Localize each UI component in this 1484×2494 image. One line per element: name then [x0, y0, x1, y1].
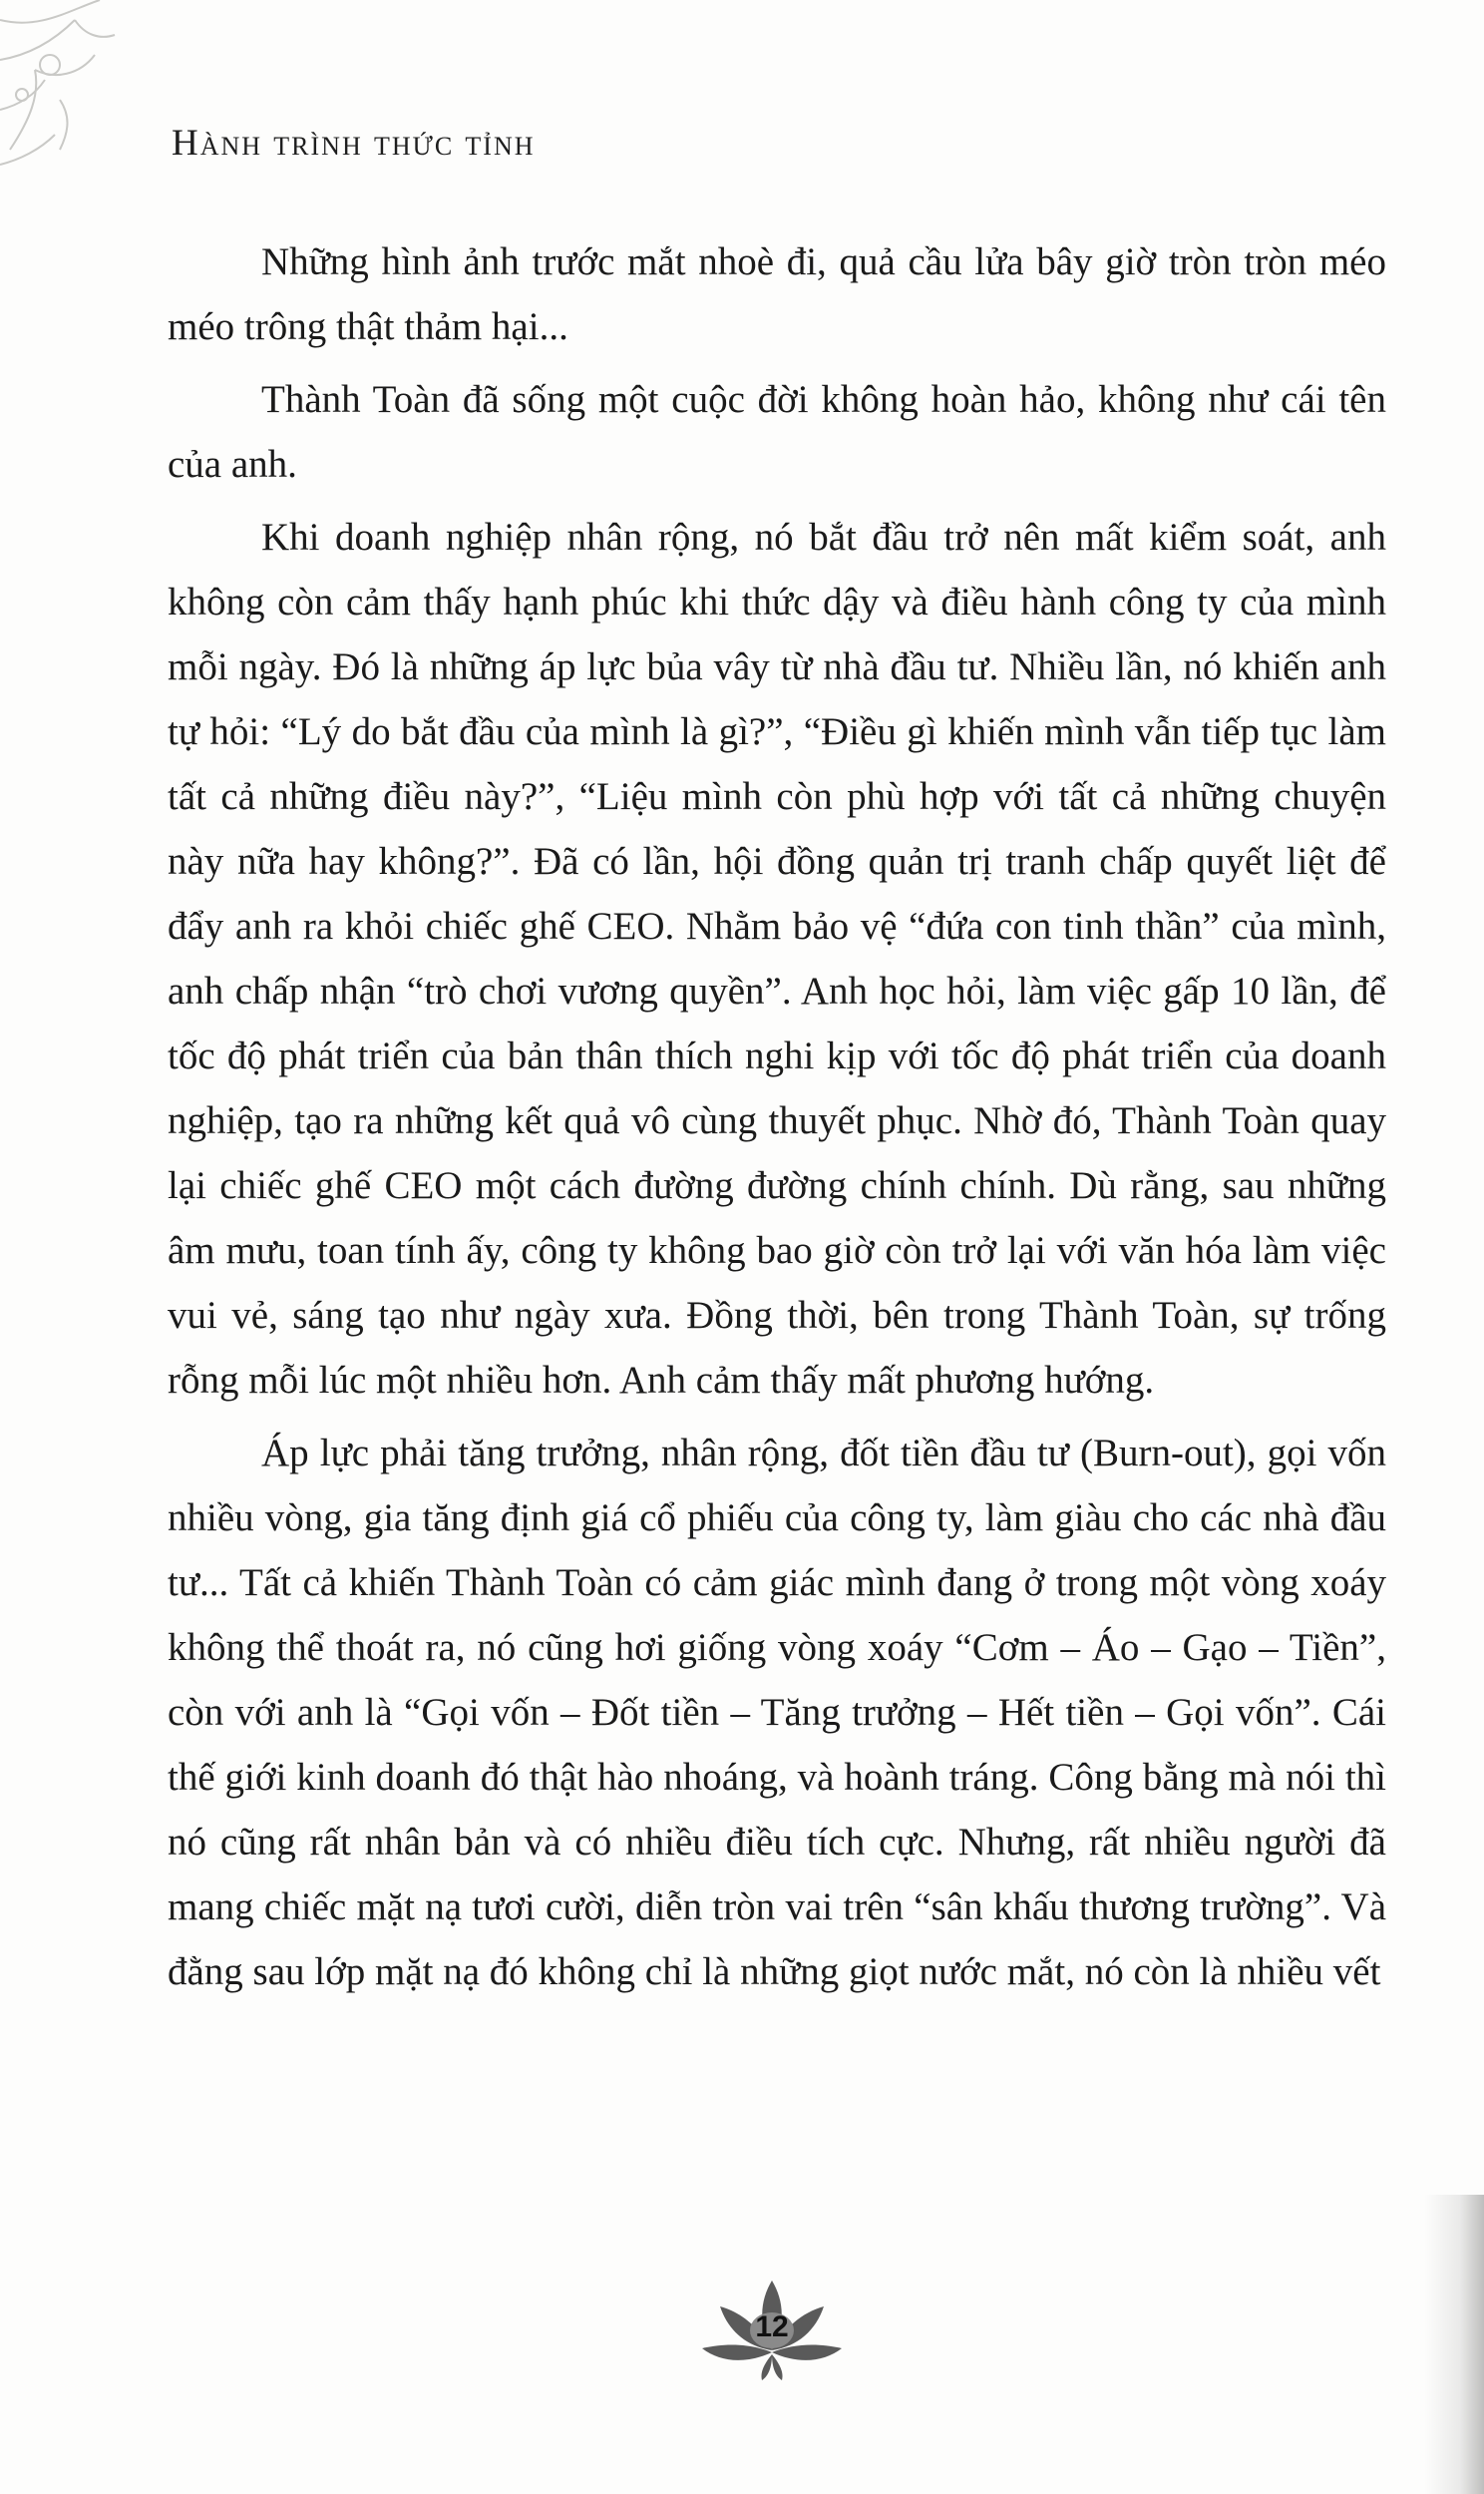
running-header: Hành trình thức tỉnh: [172, 123, 536, 164]
body-text: [168, 229, 1386, 2012]
page-edge-shadow: [1424, 2195, 1484, 2494]
paragraph: Những hình ảnh trước mắt nhoè đi, quả cầu lửa bây giờ tròn tròn méo méo trông thật thảm hại...: [168, 240, 1386, 348]
paragraph: Khi doanh nghiệp nhân rộng, nó bắt đầu trở nên mất kiểm soát, anh không còn cảm thấy hạnh phúc khi thức dậy và điều hành công ty của mình mỗi ngày. Đó là những áp lực bủa vây từ nhà đầu tư. Nhiều lần, nó khiến anh tự hỏi: “Lý do bắt đầu của mình là gì?”, “Điều gì khiến mình vẫn tiếp tục làm tất cả những điều này?”, “Liệu mình còn phù hợp với tất cả những chuyện này nữa hay không?”. Đã có lần, hội đồng quản trị tranh chấp quyết liệt để đẩy anh ra khỏi chiếc ghế CEO. Nhằm bảo vệ “đứa con tinh thần” của mình, anh chấp nhận “trò chơi vương quyền”. Anh học hỏi, làm việc gấp 10 lần, để tốc độ phát triển của bản thân thích nghi kịp với tốc độ phát triển của doanh nghiệp, tạo ra những kết quả vô cùng thuyết phục. Nhờ đó, Thành Toàn quay lại chiếc ghế CEO một cách đường đường chính chính. Dù rằng, sau những âm mưu, toan tính ấy, công ty không bao giờ còn trở lại với văn hóa làm việc vui vẻ, sáng tạo như ngày xưa. Đồng thời, bên trong Thành Toàn, sự trống rỗng mỗi lúc một nhiều hơn. Anh cảm thấy mất phương hướng.: [168, 516, 1386, 1402]
paragraph: Thành Toàn đã sống một cuộc đời không hoàn hảo, không như cái tên của anh.: [168, 378, 1386, 486]
paragraph: Áp lực phải tăng trưởng, nhân rộng, đốt tiền đầu tư (Burn-out), gọi vốn nhiều vòng, gia tăng định giá cổ phiếu của công ty, làm giàu cho các nhà đầu tư... Tất cả khiến Thành Toàn có cảm giác mình đang ở trong một vòng xoáy không thể thoát ra, nó cũng hơi giống vòng xoáy “Cơm – Áo – Gạo – Tiền”, còn với anh là “Gọi vốn – Đốt tiền – Tăng trưởng – Hết tiền – Gọi vốn”. Cái thế giới kinh doanh đó thật hào nhoáng, và hoành tráng. Công bằng mà nói thì nó cũng rất nhân bản và có nhiều điều tích cực. Nhưng, rất nhiều người đã mang chiếc mặt nạ tươi cười, diễn tròn vai trên “sân khấu thương trường”. Và đằng sau lớp mặt nạ đó không chỉ là những giọt nước mắt, nó còn là nhiều vết: [168, 1432, 1386, 1993]
floral-corner-icon: [0, 0, 150, 180]
page-number: 12: [755, 2310, 789, 2343]
